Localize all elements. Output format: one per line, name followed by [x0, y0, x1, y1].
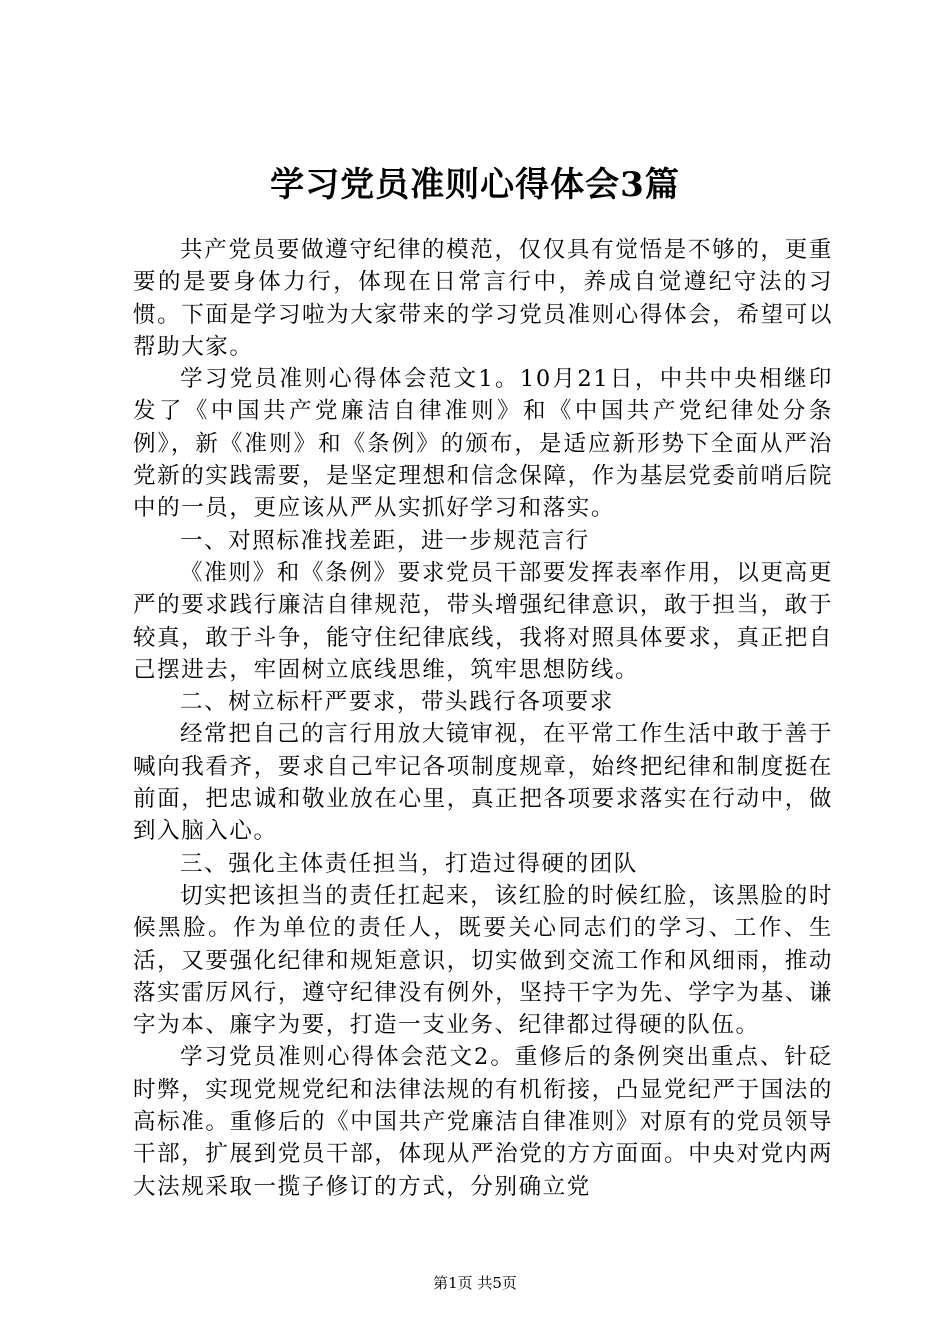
paragraph-intro: 共产党员要做遵守纪律的模范，仅仅具有觉悟是不够的，更重要的是要身体力行，体现在日常言行中，养成自觉遵纪守法的习惯。下面是学习啦为大家带来的学习党员准则心得体会，希望可以帮助大家。 — [133, 237, 833, 360]
document-body — [133, 234, 833, 1203]
page-footer: 第1页 共5页 — [433, 1274, 517, 1292]
paragraph-section-3: 切实把该担当的责任扛起来，该红脸的时候红脸，该黑脸的时候黑脸。作为单位的责任人，既要关心同志们的学习、工作、生活，又要强化纪律和规矩意识，切实做到交流工作和风细雨，推动落实雷厉风行，遵守纪律没有例外，坚持干字为先、学字为基、谦字为本、廉字为要，打造一支业务、纪律都过得硬的队伍。 — [133, 882, 833, 1039]
heading-section-2: 二、树立标杆严要求，带头践行各项要求 — [180, 689, 614, 716]
paragraph-section-2: 经常把自己的言行用放大镜审视，在平常工作生活中敢于善于喊向我看齐，要求自己牢记各项制度规章，始终把纪律和制度挺在前面，把忠诚和敬业放在心里，真正把各项要求落实在行动中，做到入脑入心。 — [133, 721, 833, 845]
document-title: 学习党员准则心得体会3篇 — [270, 165, 680, 205]
paragraph-sample-2: 学习党员准则心得体会范文2。重修后的条例突出重点、针砭时弊，实现党规党纪和法律法规的有机衔接，凸显党纪严于国法的高标准。重修后的《中国共产党廉洁自律准则》对原有的党员领导干部，扩展到党员干部，体现从严治党的方方面面。中央对党内两大法规采取一揽子修订的方式，分别确立党 — [133, 1044, 833, 1200]
paragraph-section-1: 《准则》和《条例》要求党员干部要发挥表率作用，以更高更严的要求践行廉洁自律规范，带头增强纪律意识，敢于担当，敢于较真，敢于斗争，能守住纪律底线，我将对照具体要求，真正把自己摆进去，牢固树立底线思维，筑牢思想防线。 — [133, 559, 833, 683]
heading-section-1: 一、对照标准找差距，进一步规范言行 — [180, 527, 590, 554]
heading-section-3: 三、强化主体责任担当，打造过得硬的团队 — [180, 850, 638, 877]
paragraph-sample-1: 学习党员准则心得体会范文1。10月21日，中共中央相继印发了《中国共产党廉洁自律准则》和《中国共产党纪律处分条例》，新《准则》和《条例》的颁布，是适应新形势下全面从严治党新的实践需要，是坚定理想和信念保障，作为基层党委前哨后院中的一员，更应该从严从实抓好学习和落实。 — [133, 366, 833, 522]
